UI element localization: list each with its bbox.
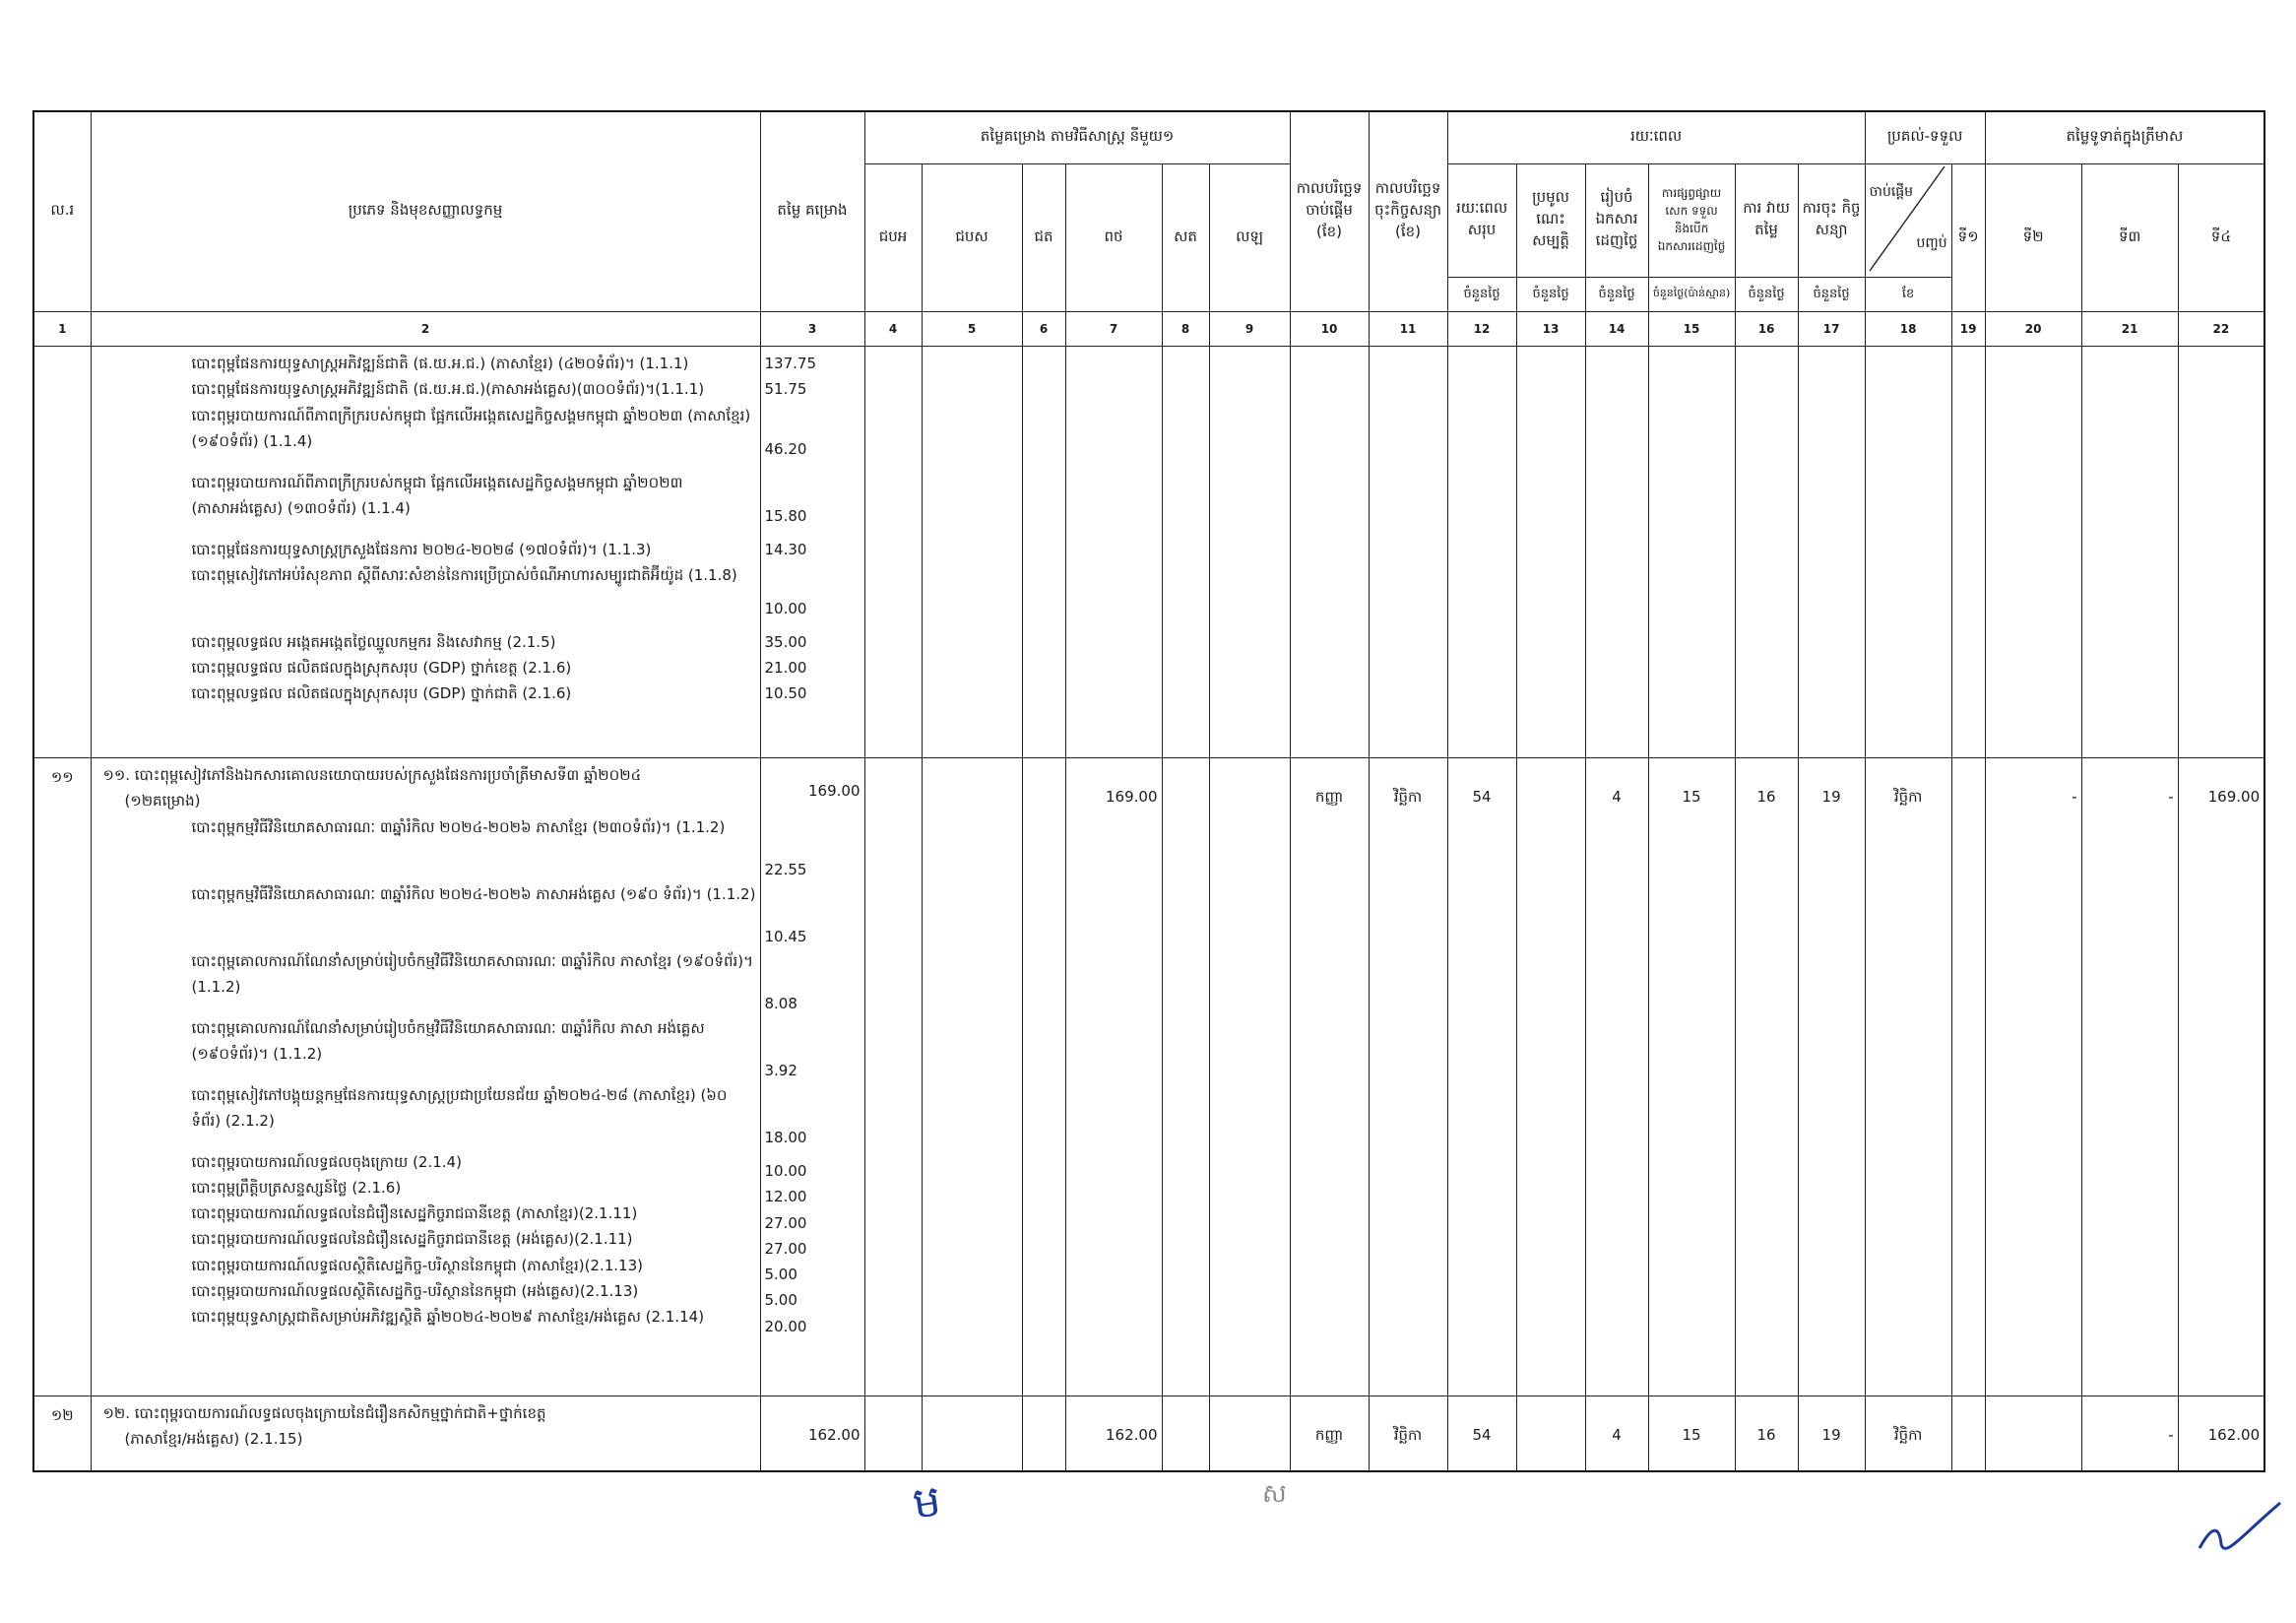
deliver-start-label: ចាប់ផ្តើម bbox=[1869, 184, 1914, 200]
table-row-12 bbox=[33, 1396, 2264, 1471]
sub-item: បោះពុម្ពកម្មវិធីវិនិយោគសាធារណៈ ៣ឆ្នាំរំកិល ២០២៤-២០២៦ ភាសាខ្មែរ (២៣០ទំព័រ)។ (1.1.2) bbox=[191, 817, 726, 836]
sub-item-value: 46.20 bbox=[764, 439, 807, 458]
item-list bbox=[91, 758, 760, 1396]
sub-item-value: 27.00 bbox=[764, 1239, 807, 1258]
deliver-header bbox=[1865, 164, 1951, 278]
cell-sign: វិច្ឆិកា bbox=[1369, 1396, 1447, 1471]
sub-item-value: 3.92 bbox=[764, 1062, 797, 1079]
col-number: 6 bbox=[1022, 312, 1065, 347]
sub-item-value: 137.75 bbox=[764, 355, 816, 372]
handwritten-initial: ស bbox=[1262, 1479, 1287, 1509]
sub-item-value: 5.00 bbox=[764, 1266, 797, 1283]
item-values bbox=[760, 347, 864, 758]
row-title: ១១. បោះពុម្ពសៀវភៅនិងឯកសារគោលនយោបាយរបស់ក្រសួងផែនការប្រចាំត្រីមាសទី៣ ឆ្នាំ២០២៤ bbox=[102, 766, 642, 784]
src-header: លឡ bbox=[1209, 164, 1290, 312]
cell-eval: 16 bbox=[1735, 1396, 1798, 1471]
sub-item-value: 18.00 bbox=[764, 1129, 807, 1146]
sub-item: បោះពុម្ពរបាយការណ៍លទ្ធផលនៃជំរឿនសេដ្ឋកិច្ចរាជធានីខេត្ត (អង់គ្លេស)(2.1.11) bbox=[191, 1230, 633, 1249]
unit-header: ចំនួនថ្ងៃ bbox=[1735, 278, 1798, 312]
col-number: 2 bbox=[91, 312, 760, 347]
sub-item-value: 8.08 bbox=[764, 995, 797, 1012]
col-number: 10 bbox=[1290, 312, 1369, 347]
col-number: 13 bbox=[1516, 312, 1585, 347]
cell-adv: 15 bbox=[1648, 758, 1735, 1396]
unit-header: ខែ bbox=[1865, 278, 1951, 312]
cell-eval: 16 bbox=[1735, 758, 1798, 1396]
src-header: ជបស bbox=[922, 164, 1022, 312]
col-number: 1 bbox=[33, 312, 91, 347]
sub-item-value: 21.00 bbox=[764, 659, 807, 677]
col-number: 8 bbox=[1162, 312, 1209, 347]
sub-item-value: 15.80 bbox=[764, 506, 807, 525]
group-header-quarter: តម្លៃទូទាត់ក្នុងត្រីមាស bbox=[1985, 111, 2264, 164]
cell-q3: - bbox=[2081, 758, 2178, 1396]
sub-item: បោះពុម្ពគោលការណ៍ណែនាំសម្រាប់រៀបចំកម្មវិធីវិនិយោគសាធារណៈ ៣ឆ្នាំរំកិល ភាសា អង់គ្លេស (១៩០ទំព័រ)។ (1.1.2) bbox=[191, 1018, 705, 1063]
cell-start: កញ្ញា bbox=[1290, 1396, 1369, 1471]
deliver-end-label: បញ្ចប់ bbox=[1916, 235, 1947, 251]
col-number: 16 bbox=[1735, 312, 1798, 347]
quarter-header: ទី២ bbox=[1985, 164, 2081, 312]
unit-header: ចំនួនថ្ងៃ bbox=[1585, 278, 1648, 312]
col-header-no: ល.រ bbox=[33, 111, 91, 312]
time-header: ប្រមូល ណេះ សម្បត្តិ bbox=[1516, 164, 1585, 278]
col-number: 9 bbox=[1209, 312, 1290, 347]
sub-item-value: 51.75 bbox=[764, 380, 807, 399]
col-header-sign: កាលបរិច្ឆេទ ចុះកិច្ចសន្យា (ខែ) bbox=[1369, 111, 1447, 312]
col-number: 17 bbox=[1798, 312, 1865, 347]
time-header: ការផ្សព្វផ្សាយសេក ទទួល និងបើក ឯកសារដេញថ្លៃ bbox=[1648, 164, 1735, 278]
row-title-sub: (១២គម្រោង) bbox=[124, 792, 201, 811]
sub-item: បោះពុម្ពផែនការយុទ្ធសាស្ត្រក្រសួងផែនការ ២០២៤-២០២៨ (១៧០ទំព័រ)។ (1.1.3) bbox=[191, 540, 652, 558]
col-number: 21 bbox=[2081, 312, 2178, 347]
cell-total: 54 bbox=[1447, 758, 1516, 1396]
row-cost: 169.00 bbox=[808, 782, 861, 800]
col-number: 14 bbox=[1585, 312, 1648, 347]
sub-item-value: 10.00 bbox=[764, 599, 807, 617]
col-header-cost: តម្លៃ គម្រោង bbox=[760, 111, 864, 312]
row-number: ១១ bbox=[33, 758, 91, 1396]
src-header: ជបអ bbox=[864, 164, 922, 312]
sub-item: បោះពុម្ពផែនការយុទ្ធសាស្ត្រអភិវឌ្ឍន៍ជាតិ (ផ.យ.អ.ជ.)(ភាសាអង់គ្លេស)(៣០០ទំព័រ)។(1.1.1) bbox=[191, 380, 705, 399]
sub-item-value: 5.00 bbox=[764, 1291, 797, 1310]
sub-item: បោះពុម្ពរបាយការណ៍លទ្ធផលចុងក្រោយ (2.1.4) bbox=[191, 1152, 462, 1171]
cell-total: 54 bbox=[1447, 1396, 1516, 1471]
group-header-time: រយៈពេល bbox=[1447, 111, 1865, 164]
group-header-deliver: ប្រគល់-ទទួល bbox=[1865, 111, 1985, 164]
sub-item: បោះពុម្ពរបាយការណ៍លទ្ធផលនៃជំរឿនសេដ្ឋកិច្ចរាជធានីខេត្ត (ភាសាខ្មែរ)(2.1.11) bbox=[191, 1204, 638, 1222]
col-number: 20 bbox=[1985, 312, 2081, 347]
col-number: 5 bbox=[922, 312, 1022, 347]
sub-item: បោះពុម្ពរបាយការណ៍លទ្ធផលស្ថិតិសេដ្ឋកិច្ច-បរិស្ថាននៃកម្ពុជា (ភាសាខ្មែរ)(2.1.13) bbox=[191, 1256, 643, 1274]
table-row-11 bbox=[33, 758, 2264, 1396]
time-header: រយៈពេល សរុប bbox=[1447, 164, 1516, 278]
cell-deliver: វិច្ឆិកា bbox=[1865, 758, 1951, 1396]
col-number: 19 bbox=[1951, 312, 1985, 347]
sub-item: បោះពុម្ពរបាយការណ៍ពីភាពក្រីក្ររបស់កម្ពុជា ផ្អែកលើអង្កេតសេដ្ឋកិច្ចសង្គមកម្ពុជា ឆ្នាំ២០២៣ (ភាសាខ្មែរ) (១៩០ទំព័រ) (1.1.4) bbox=[191, 406, 751, 450]
time-header: ការចុះ កិច្ចសន្យា bbox=[1798, 164, 1865, 278]
sub-item: បោះពុម្ពលទ្ធផល ផលិតផលក្នុងស្រុកសរុប (GDP) ថ្នាក់ជាតិ (2.1.6) bbox=[191, 684, 572, 703]
quarter-header: ទី១ bbox=[1951, 164, 1985, 312]
col-header-start: កាលបរិច្ឆេទ ចាប់ផ្តើម (ខែ) bbox=[1290, 111, 1369, 312]
group-header-source: តម្លៃគម្រោង តាមវិធីសាស្ត្រ នីមួយ១ bbox=[864, 111, 1290, 164]
procurement-table bbox=[32, 110, 2265, 1472]
sub-item: បោះពុម្ពផែនការយុទ្ធសាស្ត្រអភិវឌ្ឍន៍ជាតិ (ផ.យ.អ.ជ.) (ភាសាខ្មែរ) (៤២០ទំព័រ)។ (1.1.1) bbox=[191, 355, 689, 372]
sub-item: បោះពុម្ពសៀវភៅអប់រំសុខភាព ស្តីពីសារៈសំខាន់នៃការប្រើប្រាស់ចំណីអាហារសម្បូរជាតិអ៊ីយ៉ូដ (1.1.8) bbox=[191, 565, 737, 584]
src-header: ពថ bbox=[1065, 164, 1162, 312]
time-header: ការ វាយតម្លៃ bbox=[1735, 164, 1798, 278]
row-cost: 162.00 bbox=[760, 1396, 864, 1471]
sub-item-value: 35.00 bbox=[764, 632, 807, 651]
col-number: 18 bbox=[1865, 312, 1951, 347]
unit-header: ចំនួនថ្ងៃ bbox=[1798, 278, 1865, 312]
cell-q4: 169.00 bbox=[2178, 758, 2264, 1396]
sub-item-value: 14.30 bbox=[764, 540, 807, 558]
cell-sign: វិច្ឆិកា bbox=[1369, 758, 1447, 1396]
time-header: រៀបចំ ឯកសារ ដេញថ្លៃ bbox=[1585, 164, 1648, 278]
quarter-header: ទី៣ bbox=[2081, 164, 2178, 312]
sub-item: បោះពុម្ពរបាយការណ៍លទ្ធផលស្ថិតិសេដ្ឋកិច្ច-បរិស្ថាននៃកម្ពុជា (អង់គ្លេស)(2.1.13) bbox=[191, 1281, 639, 1300]
sub-item: បោះពុម្ពសៀវភៅបង្គុយន្តកម្មផែនការយុទ្ធសាស្ត្រប្រជាប្រយែនជ័យ ឆ្នាំ២០២៤-២៨ (ភាសាខ្មែរ) (៦០ ទំព័រ) (2.1.2) bbox=[191, 1085, 728, 1130]
col-number: 22 bbox=[2178, 312, 2264, 347]
src-header: ជត bbox=[1022, 164, 1065, 312]
col-number: 7 bbox=[1065, 312, 1162, 347]
column-number-row bbox=[33, 312, 2264, 347]
item-list bbox=[91, 1396, 760, 1471]
cell-adv: 15 bbox=[1648, 1396, 1735, 1471]
row-title-sub: (ភាសាខ្មែរ/អង់គ្លេស) (2.1.15) bbox=[124, 1430, 303, 1449]
sub-item: បោះពុម្ពព្រឹត្តិបត្រសន្ទស្សន៍ថ្លៃ (2.1.6) bbox=[191, 1178, 402, 1197]
src-header: សត bbox=[1162, 164, 1209, 312]
sub-item: បោះពុម្ពលទ្ធផល អង្កេតអង្កេតថ្លៃឈ្នួលកម្មករ និងសេវាកម្ម (2.1.5) bbox=[191, 632, 556, 651]
sub-item: បោះពុម្ពរបាយការណ៍ពីភាពក្រីក្ររបស់កម្ពុជា ផ្អែកលើអង្កេតសេដ្ឋកិច្ចសង្គមកម្ពុជា ឆ្នាំ២០២៣ (ភាសាអង់គ្លេស) (១៣០ទំព័រ) (1.1.4) bbox=[191, 473, 683, 517]
signature-mark bbox=[2192, 1497, 2290, 1566]
cell-start: កញ្ញា bbox=[1290, 758, 1369, 1396]
sub-item-value: 20.00 bbox=[764, 1317, 807, 1335]
procurement-table-sheet bbox=[32, 110, 2261, 1472]
cell-contract: 19 bbox=[1798, 1396, 1865, 1471]
handwritten-initial: ម bbox=[909, 1475, 944, 1529]
quarter-header: ទី៤ bbox=[2178, 164, 2264, 312]
item-values bbox=[760, 758, 864, 1396]
cell-q3: - bbox=[2081, 1396, 2178, 1471]
col-header-title: ប្រភេទ និងមុខសញ្ញាលទ្ធកម្ម bbox=[91, 111, 760, 312]
item-list bbox=[91, 347, 760, 758]
unit-header: ចំនួនថ្ងៃ bbox=[1516, 278, 1585, 312]
cell-q2: - bbox=[1985, 758, 2081, 1396]
cell-prep: 4 bbox=[1585, 1396, 1648, 1471]
col-number: 11 bbox=[1369, 312, 1447, 347]
cell-pth: 169.00 bbox=[1065, 758, 1162, 1396]
sub-item-value: 10.00 bbox=[764, 1162, 807, 1180]
sub-item-value: 27.00 bbox=[764, 1213, 807, 1232]
table-row-continuation bbox=[33, 347, 2264, 758]
cell-contract: 19 bbox=[1798, 758, 1865, 1396]
cell-pth: 162.00 bbox=[1065, 1396, 1162, 1471]
cell-no bbox=[33, 347, 91, 758]
col-number: 15 bbox=[1648, 312, 1735, 347]
col-number: 4 bbox=[864, 312, 922, 347]
sub-item-value: 10.50 bbox=[764, 684, 807, 703]
cell-q4: 162.00 bbox=[2178, 1396, 2264, 1471]
diagonal-divider bbox=[1866, 164, 1952, 273]
cell-prep: 4 bbox=[1585, 758, 1648, 1396]
row-number: ១២ bbox=[33, 1396, 91, 1471]
sub-item-value: 10.45 bbox=[764, 928, 807, 945]
sub-item: បោះពុម្ពគោលការណ៍ណែនាំសម្រាប់រៀបចំកម្មវិធីវិនិយោគសាធារណៈ ៣ឆ្នាំរំកិល ភាសាខ្មែរ (១៩០ទំព័រ)។ (1.1.2) bbox=[191, 951, 754, 996]
sub-item: បោះពុម្ពលទ្ធផល ផលិតផលក្នុងស្រុកសរុប (GDP) ថ្នាក់ខេត្ត (2.1.6) bbox=[191, 659, 572, 677]
row-title: ១២. បោះពុម្ពរបាយការណ៍លទ្ធផលចុងក្រោយនៃជំរឿនកសិកម្មថ្នាក់ជាតិ+ថ្នាក់ខេត្ត bbox=[102, 1404, 546, 1422]
col-number: 3 bbox=[760, 312, 864, 347]
sub-item: បោះពុម្ពកម្មវិធីវិនិយោគសាធារណៈ ៣ឆ្នាំរំកិល ២០២៤-២០២៦ ភាសាអង់គ្លេស (១៩០ ទំព័រ)។ (1.1.2) bbox=[191, 884, 756, 903]
sub-item-value: 12.00 bbox=[764, 1188, 807, 1206]
unit-header: ចំនួនថ្ងៃ bbox=[1447, 278, 1516, 312]
cell-deliver: វិច្ឆិកា bbox=[1865, 1396, 1951, 1471]
sub-item-value: 22.55 bbox=[764, 861, 807, 878]
col-number: 12 bbox=[1447, 312, 1516, 347]
unit-header: ចំនួនថ្ងៃ(ប៉ាន់ស្មាន) bbox=[1648, 278, 1735, 312]
sub-item: បោះពុម្ពយុទ្ធសាស្ត្រជាតិសម្រាប់អភិវឌ្ឍស្ថិតិ ឆ្នាំ២០២៤-២០២៩ ភាសាខ្មែរ/អង់គ្លេស (2.1.14) bbox=[191, 1308, 705, 1326]
